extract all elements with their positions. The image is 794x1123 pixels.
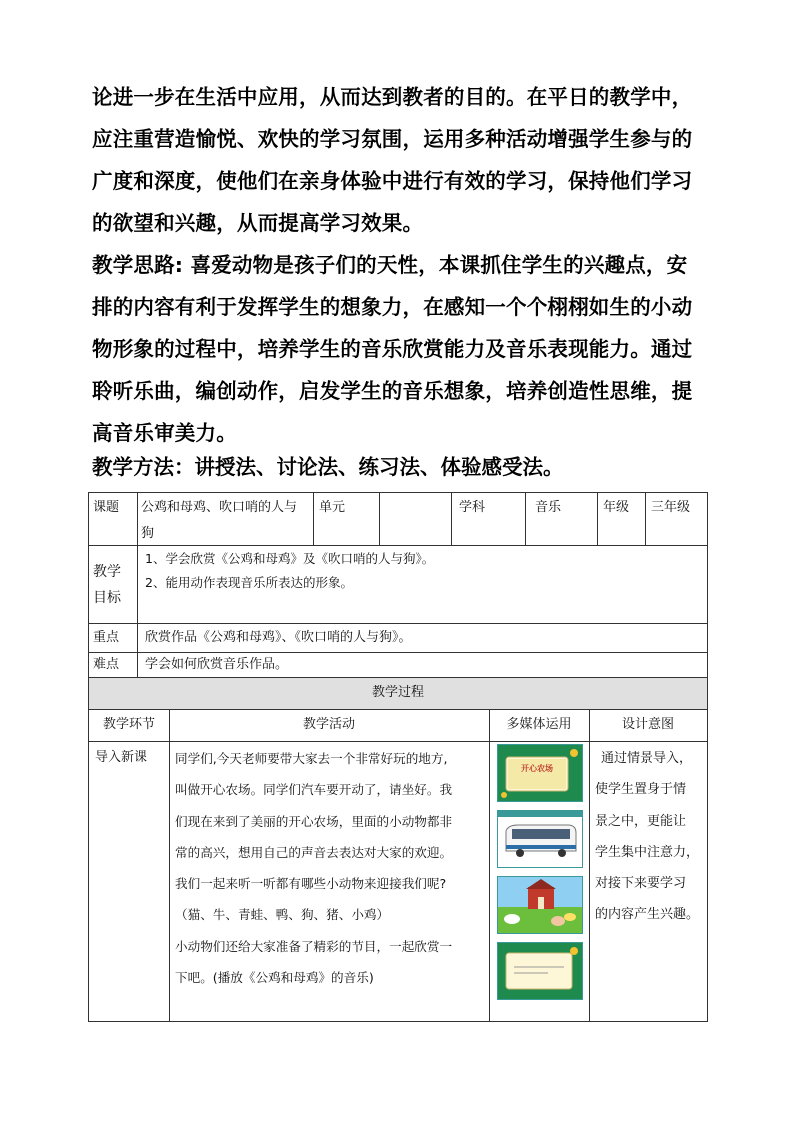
lesson-plan-table bbox=[88, 492, 708, 1022]
difficulty-label: 难点 bbox=[93, 657, 120, 672]
unit-label: 单元 bbox=[319, 500, 346, 515]
col-divider bbox=[379, 493, 380, 545]
goal-item: 2、能用动作表现音乐所表达的形象。 bbox=[145, 575, 353, 590]
thinking-line: 高音乐审美力。 bbox=[92, 421, 237, 445]
intent-line: 对接下来要学习 bbox=[595, 876, 687, 892]
col-header-intent: 设计意图 bbox=[621, 717, 674, 732]
farm-scene-image bbox=[498, 877, 582, 933]
grade-label: 年级 bbox=[603, 500, 630, 515]
activity-line: 小动物们还给大家准备了精彩的节目，一起欣赏一 bbox=[175, 938, 453, 954]
intent-cell bbox=[595, 743, 705, 931]
slide-thumbnail-farm-scene bbox=[497, 876, 583, 934]
thinking-line: 物形象的过程中，培养学生的音乐欣赏能力及音乐表现能力。通过 bbox=[92, 337, 693, 361]
activity-line: 同学们,今天老师要带大家去一个非常好玩的地方, bbox=[175, 751, 448, 766]
key-label: 重点 bbox=[93, 630, 120, 645]
activity-line: 们现在来到了美丽的开心农场，里面的小动物都非 bbox=[175, 813, 453, 829]
key-value: 欣赏作品《公鸡和母鸡》、《吹口哨的人与狗》。 bbox=[145, 630, 412, 645]
activity-line: 下吧。(播放《公鸡和母鸡》的音乐) bbox=[175, 970, 374, 986]
intent-line: 的内容产生兴趣。 bbox=[595, 907, 700, 923]
col-divider bbox=[645, 493, 646, 545]
intro-paragraph bbox=[92, 76, 704, 244]
topic-label: 课题 bbox=[93, 500, 120, 515]
col-divider bbox=[313, 493, 314, 545]
col-header-activity: 教学活动 bbox=[302, 717, 355, 732]
activity-line: 我们一起来听一听都有哪些小动物来迎接我们呢? bbox=[175, 876, 447, 892]
goals-label bbox=[93, 559, 137, 611]
activity-line: 叫做开心农场。同学们汽车要开动了，请坐好。我 bbox=[175, 782, 453, 798]
intro-line: 的欲望和兴趣，从而提高学习效果。 bbox=[92, 211, 424, 235]
slide-thumbnail-question bbox=[497, 942, 583, 1000]
topic-value-line: 狗 bbox=[141, 526, 155, 541]
activity-line: （猫、牛、青蛙、鸭、狗、猪、小鸡） bbox=[175, 907, 390, 923]
col-divider bbox=[489, 709, 490, 1021]
stage-cell: 导入新课 bbox=[95, 750, 148, 765]
process-header: 教学过程 bbox=[371, 685, 424, 700]
goal-item: 1、学会欣赏《公鸡和母鸡》及《吹口哨的人与狗》。 bbox=[145, 551, 435, 566]
activity-line: 常的高兴，想用自己的声音去表达对大家的欢迎。 bbox=[175, 844, 453, 860]
slide-thumbnail-bus bbox=[497, 810, 583, 868]
goals-label-line: 教学 bbox=[93, 564, 121, 580]
bus-icon bbox=[498, 811, 582, 867]
activity-cell bbox=[175, 743, 487, 993]
col-divider bbox=[451, 493, 452, 545]
col-divider bbox=[169, 709, 170, 1021]
col-header-media: 多媒体运用 bbox=[506, 717, 572, 732]
difficulty-value: 学会如何欣赏音乐作品。 bbox=[145, 657, 289, 672]
row-divider bbox=[89, 709, 707, 710]
topic-value-line: 公鸡和母鸡、吹口哨的人与 bbox=[141, 500, 298, 515]
col-divider bbox=[597, 493, 598, 545]
goals-list bbox=[145, 547, 695, 595]
grade-value: 三年级 bbox=[651, 500, 691, 515]
intro-line: 论进一步在生活中应用，从而达到教者的目的。在平日的教学中， bbox=[92, 85, 693, 109]
col-divider bbox=[525, 493, 526, 545]
question-slide-graphic bbox=[498, 943, 582, 999]
teaching-method-line: 教学方法：讲授法、讨论法、练习法、体验感受法。 bbox=[92, 455, 564, 479]
subject-label: 学科 bbox=[459, 500, 486, 515]
slide-thumbnail-farm bbox=[497, 744, 583, 802]
intent-line: 景之中，更能让 bbox=[595, 813, 687, 829]
row-divider bbox=[89, 741, 707, 742]
intent-line: 使学生置身于情 bbox=[595, 782, 687, 798]
slide-title: 开心农场 bbox=[521, 764, 553, 773]
intro-line: 应注重营造愉悦、欢快的学习氛围，运用多种活动增强学生参与的 bbox=[92, 127, 693, 151]
row-divider bbox=[89, 623, 707, 624]
subject-value: 音乐 bbox=[535, 500, 562, 515]
thinking-line: 排的内容有利于发挥学生的想象力，在感知一个个栩栩如生的小动 bbox=[92, 295, 693, 319]
goals-label-line: 目标 bbox=[93, 590, 121, 606]
intro-line: 广度和深度，使他们在亲身体验中进行有效的学习，保持他们学习 bbox=[92, 169, 693, 193]
col-divider bbox=[589, 709, 590, 1021]
thinking-line: 教学思路: 喜爱动物是孩子们的天性，本课抓住学生的兴趣点，安 bbox=[92, 253, 688, 277]
intent-line: 通过情景导入， bbox=[601, 751, 693, 766]
topic-value bbox=[141, 495, 313, 547]
thinking-paragraph bbox=[92, 244, 704, 454]
thinking-line: 聆听乐曲，编创动作，启发学生的音乐想象，培养创造性思维，提 bbox=[92, 379, 693, 403]
col-divider bbox=[137, 493, 138, 677]
col-header-stage: 教学环节 bbox=[102, 717, 155, 732]
intent-line: 学生集中注意力， bbox=[595, 844, 700, 860]
